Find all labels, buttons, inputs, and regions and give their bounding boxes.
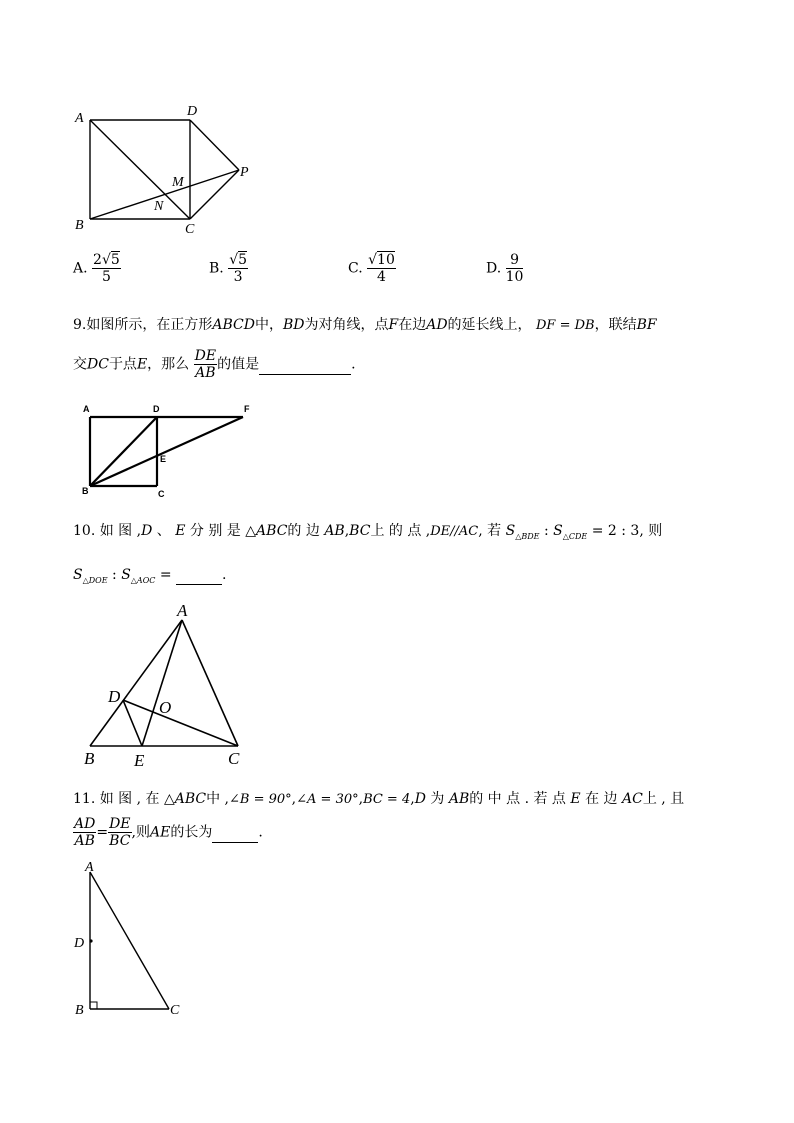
q9-text: . <box>351 356 356 373</box>
label-a: A <box>85 860 94 875</box>
q11-var: D <box>414 791 426 807</box>
q11-fraction-den: BC <box>109 833 131 849</box>
q11-text: 中 , <box>206 791 230 807</box>
q9-text: 中， <box>254 317 283 333</box>
radical-sign: √ <box>101 252 111 268</box>
q10-area-symbol: S <box>505 523 516 539</box>
option-c-denominator: 4 <box>377 269 386 285</box>
option-c-prefix: C. <box>348 260 363 277</box>
option-b-radicand: 5 <box>238 252 248 268</box>
label-b: B <box>75 1003 84 1018</box>
q11-text: , <box>291 791 297 807</box>
q10-text: 10. 如 图 , <box>73 523 142 539</box>
q11-text: ,则 <box>131 824 150 841</box>
segment-bf <box>90 417 243 486</box>
radical-sign: √ <box>229 252 239 268</box>
q10-parallel: DE//AC <box>430 524 479 539</box>
q10-text: 、 <box>152 523 171 539</box>
q11-text: 上 , 且 <box>642 791 685 807</box>
option-a-fraction <box>92 252 121 285</box>
q10-ratio: = 2 : 3 <box>587 523 640 539</box>
q11-fraction-num: DE <box>109 816 131 832</box>
segment-bd <box>90 417 157 486</box>
segment-bp <box>90 170 239 219</box>
label-d: D <box>108 687 121 706</box>
q11-var: AC <box>621 791 643 807</box>
segment-ac <box>90 872 169 1009</box>
q10-subscript: △CDE <box>562 531 588 541</box>
q11-text: 的 中 点 . 若 点 <box>469 791 571 807</box>
q10-text: . <box>222 567 227 583</box>
q9-equation: DF = DB <box>536 318 595 333</box>
q10-var: ABC <box>256 523 288 539</box>
q11-text: 11. 如 图 , 在 △ <box>73 791 175 807</box>
figure-q10-triangle <box>78 598 258 773</box>
q9-text: 在边 <box>398 317 427 333</box>
q9-text: 9.如图所示，在正方形 <box>73 317 213 333</box>
label-p: P <box>240 165 249 180</box>
q11-fraction-ad-ab <box>73 816 96 849</box>
q10-subscript: △AOC <box>130 575 156 585</box>
label-e: E <box>134 751 145 770</box>
q9-fraction-num: DE <box>194 348 217 364</box>
option-d-fraction <box>506 252 524 285</box>
option-b-denominator: 3 <box>233 269 243 285</box>
figure-q8-square-triangle <box>70 98 270 238</box>
q9-var: E <box>136 356 148 373</box>
label-d: D <box>187 104 198 119</box>
q10-text: , 则 <box>639 523 663 539</box>
label-b: B <box>75 218 84 233</box>
q10-text: : <box>107 567 122 583</box>
q9-text: 交 <box>73 356 87 373</box>
q10-text: , <box>344 523 350 539</box>
q11-line1 <box>73 790 684 809</box>
figure-q9-square-extension <box>78 398 260 502</box>
q10-line2 <box>73 566 226 590</box>
option-c <box>348 252 396 285</box>
option-a-denominator: 5 <box>101 269 111 285</box>
q10-text: 的 边 <box>287 523 325 539</box>
q11-fraction-de-bc <box>108 816 131 849</box>
option-c-fraction <box>367 252 396 285</box>
q11-var: AE <box>149 824 171 841</box>
q11-text: 的长为 <box>170 824 213 841</box>
q11-text: . <box>258 824 263 841</box>
q10-area-symbol: S <box>121 567 131 583</box>
q9-var: ABCD <box>212 317 255 333</box>
label-c: C <box>228 749 240 768</box>
label-c: C <box>158 489 165 499</box>
label-a: A <box>177 601 188 620</box>
option-d-prefix: D. <box>486 260 502 277</box>
answer-blank[interactable] <box>259 356 351 375</box>
q9-text: 于点 <box>108 356 137 373</box>
q11-angle-b: ∠B = 90° <box>229 792 292 807</box>
q11-fraction-num: AD <box>74 816 96 832</box>
answer-blank[interactable] <box>212 824 258 843</box>
option-d-denominator: 10 <box>505 269 524 285</box>
option-d <box>486 252 523 285</box>
q9-text: 的延长线上， <box>447 317 532 333</box>
label-f: F <box>244 404 250 414</box>
q9-var: DC <box>87 356 109 373</box>
label-n: N <box>154 199 164 214</box>
label-b: B <box>82 486 89 496</box>
q9-line2 <box>73 348 356 381</box>
q11-text: 为 <box>425 791 449 807</box>
q11-line2 <box>73 816 263 849</box>
q9-text: ，那么 <box>147 356 190 373</box>
option-b-fraction <box>228 252 248 285</box>
q10-text: 分 别 是 △ <box>185 523 257 539</box>
right-angle-mark <box>90 1002 97 1009</box>
option-a-radicand: 5 <box>110 252 120 268</box>
segment-ab <box>90 620 182 746</box>
q11-text: , <box>410 791 415 807</box>
q11-var: E <box>570 791 581 807</box>
q10-var: BC <box>349 523 371 539</box>
q11-fraction-den: AB <box>74 833 95 849</box>
option-a-coef: 2 <box>93 252 102 268</box>
option-a-prefix: A. <box>73 260 88 277</box>
label-d: D <box>74 936 85 951</box>
label-c: C <box>170 1003 180 1018</box>
answer-blank[interactable] <box>176 566 222 585</box>
q9-text: ，联结 <box>594 317 637 333</box>
label-e: E <box>160 454 167 464</box>
option-b-prefix: B. <box>209 260 224 277</box>
q10-subscript: △DOE <box>82 575 108 585</box>
segment-ac <box>90 120 190 219</box>
q10-text: = <box>155 567 172 583</box>
q9-text: 的值是 <box>217 356 260 373</box>
q11-bc-length: BC = 4 <box>363 792 411 807</box>
figure-q11-right-triangle <box>70 852 190 1022</box>
label-d: D <box>153 404 160 414</box>
q9-text: 为对角线，点 <box>304 317 389 333</box>
label-c: C <box>185 222 195 237</box>
q9-var: AD <box>426 317 448 333</box>
q10-subscript: △BDE <box>515 531 540 541</box>
option-b <box>209 252 248 285</box>
q11-text: 在 边 <box>580 791 622 807</box>
q10-text: : <box>539 523 554 539</box>
midpoint-d-dot <box>89 939 92 942</box>
option-d-numerator: 9 <box>506 252 524 269</box>
q10-area-symbol: S <box>73 567 83 583</box>
q9-fraction <box>194 348 217 381</box>
q10-area-symbol: S <box>553 523 563 539</box>
q10-var: AB <box>324 523 345 539</box>
segment-dp <box>190 120 239 170</box>
q10-var: D <box>141 523 153 539</box>
q11-equals: = <box>96 824 109 841</box>
label-a: A <box>83 404 90 414</box>
q11-text: , <box>358 791 364 807</box>
q9-fraction-den: AB <box>195 365 216 381</box>
q10-text: 上 的 点 , <box>370 523 431 539</box>
q11-var: ABC <box>174 791 207 807</box>
label-m: M <box>172 175 184 190</box>
q10-var: E <box>175 523 186 539</box>
q9-var: BF <box>636 317 657 333</box>
q10-text: , 若 <box>478 523 506 539</box>
q9-var: F <box>388 317 399 333</box>
q10-line1 <box>73 522 662 546</box>
label-b: B <box>84 749 95 768</box>
q11-var: AB <box>448 791 470 807</box>
radical-sign: √ <box>368 252 378 268</box>
segment-ae <box>142 620 182 746</box>
q11-angle-a: ∠A = 30° <box>296 792 359 807</box>
option-a <box>73 252 121 285</box>
option-c-radicand: 10 <box>377 252 395 268</box>
q9-var: BD <box>282 317 305 333</box>
label-o: O <box>159 698 172 717</box>
q9-line1 <box>73 316 657 335</box>
label-a: A <box>75 111 84 126</box>
